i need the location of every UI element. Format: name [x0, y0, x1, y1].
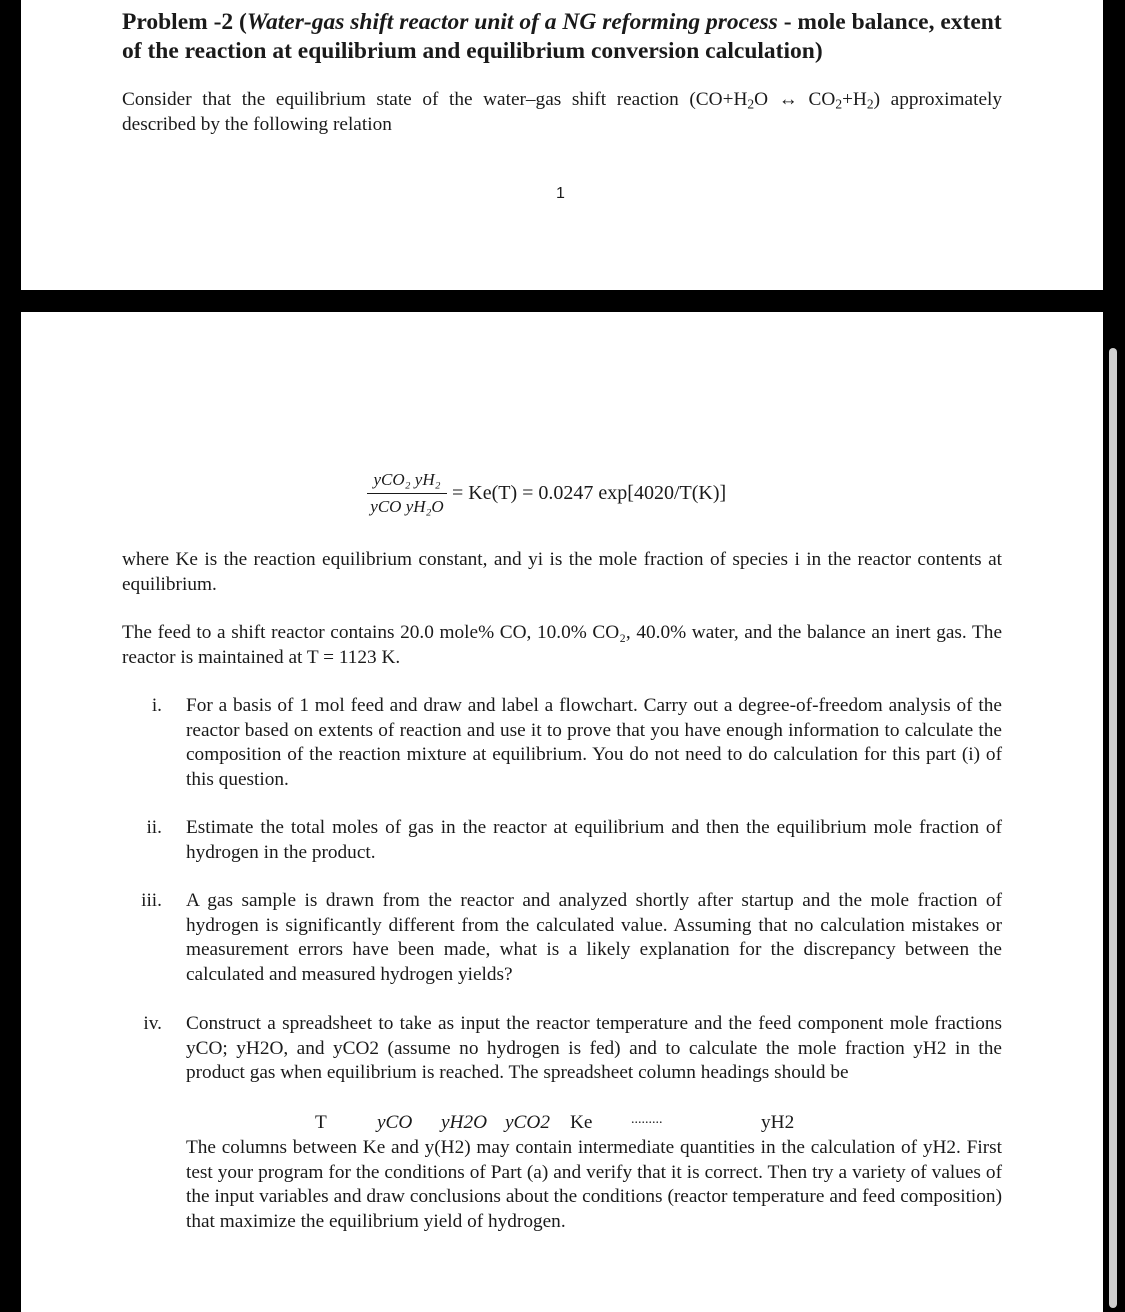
equilibrium-fraction	[367, 470, 447, 517]
equation-rhs: = Ke(T) = 0.0247 exp[4020/T(K)]	[452, 482, 727, 504]
document-page-1	[21, 0, 1103, 290]
heading-cell: Ke	[570, 1112, 593, 1133]
item-text: Construct a spreadsheet to take as input the reactor temperature and the feed component mole fractions yCO; yH2O, and yCO2 (assume no hydrogen is fed) and to calculate the mole fraction yH2 in the product gas when equilibrium is reached. The spreadsheet column headings should be	[186, 1013, 1002, 1083]
item-text: For a basis of 1 mol feed and draw and label a flowchart. Carry out a degree-of-freedom analysis of the reactor based on extents of reaction and use it to prove that you have enough information to calculate the composition of the reaction mixture at equilibrium. You do not need to do calculation for this part (i) of this question.	[186, 695, 1002, 790]
item-numeral: i.	[151, 695, 162, 716]
item-text: Estimate the total moles of gas in the reactor at equilibrium and then the equilibrium mole fraction of hydrogen in the product.	[186, 817, 1002, 863]
item-numeral: iii.	[141, 890, 162, 911]
scrollbar[interactable]	[1109, 348, 1117, 1308]
item-text: A gas sample is drawn from the reactor and analyzed shortly after startup and the mole fraction of hydrogen is significantly different from the calculated value. Assuming that no calculation mistakes or measurement errors have been made, what is a likely explanation for the discrepancy between the calculated and measured hydrogen yields?	[186, 890, 1002, 985]
feed-paragraph: The feed to a shift reactor contains 20.0 mole% CO, 10.0% CO₂, 40.0% water, and the balance an inert gas. The reactor is maintained at T = 1123 K.	[122, 622, 1002, 668]
page-divider	[0, 290, 1125, 312]
heading-cell: yH2	[761, 1112, 795, 1133]
fraction-bar	[367, 493, 447, 494]
problem-intro: Consider that the equilibrium state of the water–gas shift reaction ($CO+H_2O$ ↔ $CO_2+H_2$) approximately described by the following relation	[122, 89, 1002, 135]
heading-cell: .........	[631, 1112, 663, 1127]
problem-title: Problem -2 (Water-gas shift reactor unit of a NG reforming process - mole balance, extent of the reaction at equilibrium and equilibrium conversion calculation)	[122, 9, 1002, 64]
heading-cell: T	[315, 1112, 327, 1133]
document-page-2	[21, 312, 1103, 1312]
heading-cell: yCO2	[505, 1112, 550, 1133]
item-numeral: iv.	[143, 1013, 162, 1034]
item-numeral: ii.	[146, 817, 162, 838]
fraction-denominator: yCO yH₂O	[370, 497, 444, 516]
where-paragraph: where Ke is the reaction equilibrium constant, and yi is the mole fraction of species i in the reactor contents at equilibrium.	[122, 549, 1002, 595]
fraction-numerator: yCO₂ yH₂	[373, 470, 441, 489]
heading-cell: yH2O	[441, 1112, 488, 1133]
page-number: 1	[556, 185, 565, 202]
closing-paragraph: The columns between Ke and y(H2) may contain intermediate quantities in the calculation of yH2. First test your program for the conditions of Part (a) and verify that it is correct. Then try a variety of values of the input variables and draw conclusions about the conditions (reactor temperature and feed composition) that maximize the equilibrium yield of hydrogen.	[186, 1137, 1002, 1232]
heading-cell: yCO	[377, 1112, 413, 1133]
